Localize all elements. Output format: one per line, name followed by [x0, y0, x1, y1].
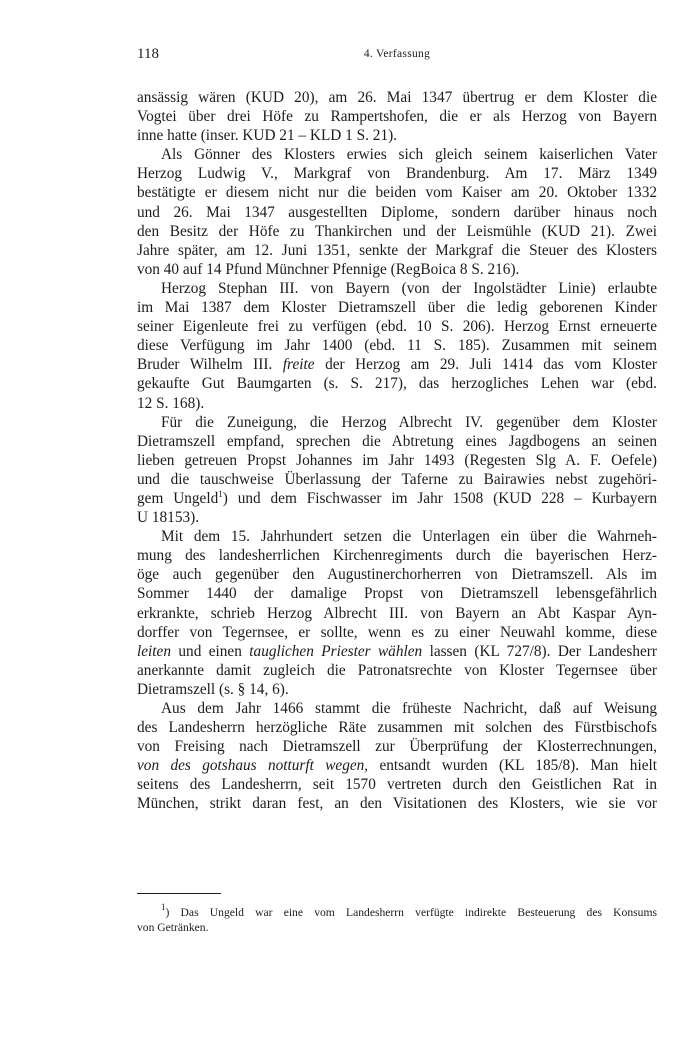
text-line: Aus dem Jahr 1466 stammt die früheste Nachricht, daß auf Weisung [161, 700, 657, 717]
text-line: anerkannte damit zugleich die Patronatsrechte von Kloster Tegernsee über [137, 661, 657, 679]
text-line: seitens des Landesherrn, seit 1570 vertreten durch den Geistlichen Rat in [137, 776, 657, 794]
text-line: Herzog Stephan III. von Bayern (von der Ingolstädter Linie) erlaubte [161, 279, 657, 297]
text-line: gem Ungeld$^1$) und dem Fischwasser im Jahr 1508 (KUD 228 – Kurbayern [137, 488, 657, 507]
footnote-rule [137, 893, 221, 894]
text-line: U 18153). [137, 509, 200, 527]
emphasized-quote: freite [282, 356, 315, 374]
text-line: dorffer von Tegernsee, er sollte, wenn es zu einer Neuwahl komme, diese [137, 623, 657, 641]
text-line: Für die Zuneigung, die Herzog Albrecht IV. gegenüber dem Kloster [161, 413, 657, 431]
text-line: gekaufte Gut Baumgarten (s. S. 217), das herzogliches Lehen war (ebd. [137, 375, 657, 393]
text-line: seiner Eigenleute frei zu verfügen (ebd. 10 S. 206). Herzog Ernst erneuerte [137, 318, 657, 336]
paragraph [137, 699, 657, 814]
emphasized-quote: tauglichen Priester wählen [249, 642, 423, 660]
text-line: diese Verfügung im Jahr 1400 (ebd. 11 S. 185). Zusammen mit seinem [137, 337, 657, 355]
text-line: bestätigte er diesem nicht nur die beiden vom Kaiser am 20. Oktober 1332 [137, 184, 657, 202]
text-line: und 26. Mai 1347 ausgestellten Diplome, sondern darüber hinaus noch [137, 203, 657, 221]
text-line: Mit dem 15. Jahrhundert setzen die Unterlagen ein über die Wahrneh- [161, 528, 657, 546]
footnote-line: $^1$) Das Ungeld war eine vom Landesherrn verfügte indirekte Besteuerung des Konsums [161, 902, 657, 919]
text-line: ansässig wären (KUD 20), am 26. Mai 1347 übertrug er dem Kloster die [137, 89, 657, 106]
text-line: und die tauschweise Überlassung der Taferne zu Bairawies nebst zugehöri- [137, 470, 657, 488]
footnote-marker: 1 [161, 902, 166, 912]
text-line: Als Gönner des Klosters erwies sich gleich seinem kaiserlichen Vater [161, 146, 657, 164]
text-line: Dietramszell (s. § 14, 6). [137, 680, 289, 698]
paragraph [137, 279, 657, 413]
text-line: Vogtei über drei Höfe zu Rampertshofen, die er als Herzog von Bayern [137, 108, 657, 126]
text-line: im Mai 1387 dem Kloster Dietramszell über die ledig geborenen Kinder [137, 299, 657, 317]
footnote-marker: 1 [218, 488, 223, 499]
text-line: von des gotshaus notturft wegen, entsandt wurden (KL 185/8). Man hielt [137, 757, 657, 775]
text-line: Sommer 1440 der damalige Propst von Dietramszell lebensgefährlich [137, 585, 657, 603]
footnote [137, 902, 657, 935]
text-line: Herzog Ludwig V., Markgraf von Brandenburg. Am 17. März 1349 [137, 165, 657, 183]
footnote-line: von Getränken. [137, 921, 209, 934]
text-line: inne hatte (inser. KUD 21 – KLD 1 S. 21). [137, 127, 398, 145]
text-line: 12 S. 168). [137, 394, 205, 412]
paragraph [137, 145, 657, 279]
text-line: München, strikt daran fest, an den Visitationen des Klosters, wie sie vor [137, 795, 657, 813]
text-line: des Landesherrn herzögliche Räte zusammen mit solchen des Fürstbischofs [137, 719, 657, 737]
text-line: Jahre später, am 12. Juni 1351, senkte der Markgraf die Steuer des Klosters [137, 241, 657, 259]
text-line: mung des landesherrlichen Kirchenregiments durch die bayerischen Herz- [137, 547, 657, 565]
page-header [137, 46, 657, 66]
emphasized-quote: leiten [137, 642, 171, 660]
emphasized-quote: von des gotshaus notturft wegen [137, 757, 365, 775]
text-line: von 40 auf 14 Pfund Münchner Pfennige (RegBoica 8 S. 216). [137, 260, 520, 278]
page-number: 118 [137, 46, 159, 62]
text-line: leiten und einen tauglichen Priester wählen lassen (KL 727/8). Der Landesherr [137, 642, 657, 660]
body-text [137, 88, 657, 814]
text-line: Bruder Wilhelm III. freite der Herzog am 29. Juli 1414 das vom Kloster [137, 356, 657, 374]
text-line: lieben getreuen Propst Johannes im Jahr 1493 (Regesten Slg A. F. Oefele) [137, 451, 657, 469]
running-head: 4. Verfassung [363, 48, 431, 60]
text-line: erkrankte, schrieb Herzog Albrecht III. von Bayern an Abt Kaspar Ayn- [137, 604, 657, 622]
paragraph [137, 413, 657, 528]
text-line: öge auch gegenüber den Augustinerchorherren von Dietramszell. Als im [137, 566, 657, 584]
paragraph [137, 527, 657, 699]
text-line: Dietramszell empfand, sprechen die Abtretung eines Jagdbogens an seinen [137, 432, 657, 450]
text-line: von Freising nach Dietramszell zur Überprüfung der Klosterrechnungen, [137, 738, 657, 756]
paragraph [137, 88, 657, 145]
text-line: den Besitz der Höfe zu Thankirchen und der Leismühle (KUD 21). Zwei [137, 222, 657, 240]
